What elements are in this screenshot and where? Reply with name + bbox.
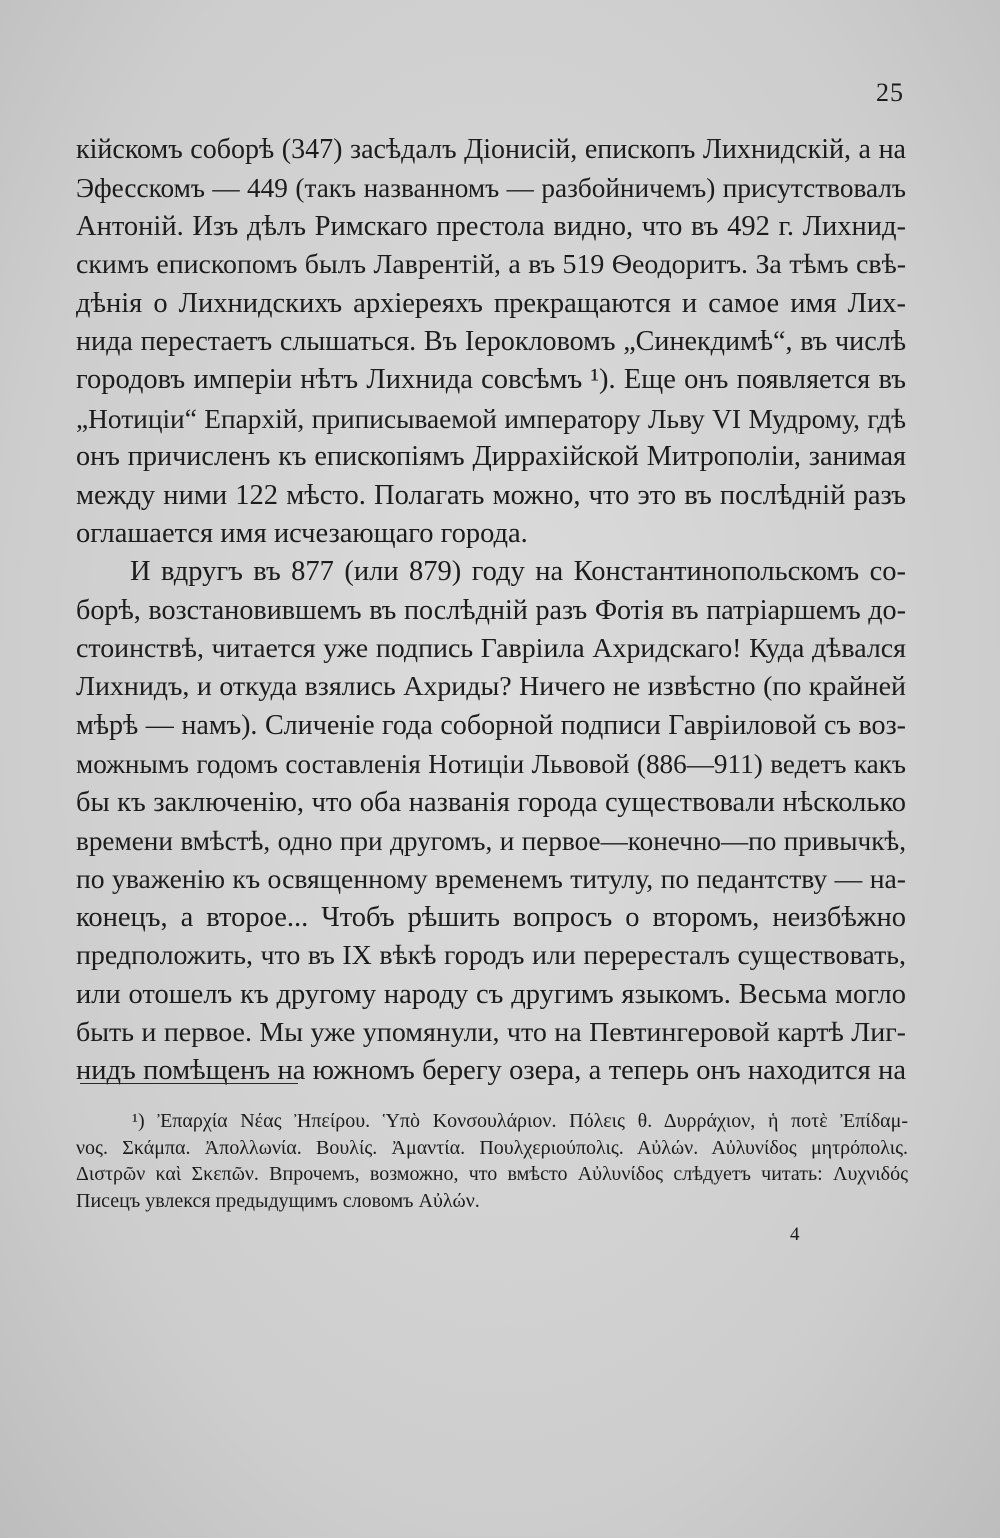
page-number: 25 [876,78,904,107]
text-line: предположить, что въ IX вѣкѣ городъ или перересталъ существовать, [76,940,906,972]
text-line: конецъ, а второе... Чтобъ рѣшить вопросъ о второмъ, неизбѣжно [76,901,906,933]
footnote-line: Писецъ увлекся предыдущимъ словомъ Αὐλών. [76,1189,480,1212]
text-line: „Нотиціи“ Епархій, приписываемой императору Льву VI Мудрому, гдѣ [76,403,906,434]
text-line: кійскомъ соборѣ (347) засѣдалъ Діонисій, епископъ Лихнидскій, а на [76,134,906,165]
footnote-line: νος. Σκάμπα. Ἀπολλωνία. Βουλίς. Ἀμαντία. Πουλχεριούπολις. Αὐλών. Αὐλυνίδος μητρόπολις. [76,1136,908,1159]
text-line: Эфесскомъ — 449 (такъ названномъ — разбойничемъ) присутствовалъ [76,173,906,204]
text-line: времени вмѣстѣ, одно при другомъ, и первое—конечно—по привычкѣ, [76,826,906,857]
paragraph-end-line: оглашается имя исчезающаго города. [76,517,528,549]
text-line: или отошелъ къ другому народу съ другимъ языкомъ. Весьма могло [76,978,906,1010]
footnote [76,1108,908,1214]
signature-mark: 4 [790,1224,800,1245]
text-line: можнымъ годомъ составленія Нотиціи Львовой (886—911) ведетъ какъ [76,749,906,780]
text-line: по уваженію къ освященному временемъ титулу, по педантству — на- [76,863,906,895]
text-line: нидъ помѣщенъ на южномъ берегу озера, а теперь онъ находится на [76,1055,906,1087]
text-line: бы къ заключенію, что оба названія города существовали нѣсколько [76,786,906,818]
text-line: стоинствѣ, читается уже подпись Гавріила Ахридскаго! Куда дѣвался [76,633,906,665]
footnote-line: ¹) Ἐπαρχία Νέας Ἠπείρου. Ὑπὸ Κονσουλάριον. Πόλεις θ. Δυρράχιον, ἡ ποτὲ Ἐπίδαμ- [132,1110,908,1132]
text-line: быть и первое. Мы уже упомянули, что на Певтингеровой картѣ Лиг- [76,1016,906,1048]
paragraph-start-line: И вдругъ въ 877 (или 879) году на Константинопольскомъ со- [130,556,906,588]
text-line: борѣ, возстановившемъ въ послѣдній разъ Фотія въ патріаршемъ до- [76,594,906,626]
text-line: дѣнія о Лихнидскихъ архіереяхъ прекращаются и самое имя Лих- [76,287,906,319]
footnote-divider [80,1083,298,1084]
text-line: скимъ епископомъ былъ Лаврентій, а въ 519 Ѳеодоритъ. За тѣмъ свѣ- [76,249,906,281]
main-text [76,131,906,1091]
text-line: между ними 122 мѣсто. Полагать можно, что это въ послѣдній разъ [76,479,906,511]
text-line: Лихнидъ, и откуда взялись Ахриды? Ничего не извѣстно (по крайней [76,671,906,703]
text-line: Антоній. Изъ дѣлъ Римскаго престола видно, что въ 492 г. Лихнид- [76,210,906,242]
text-line: городовъ имперіи нѣтъ Лихнида совсѣмъ ¹). Еще онъ появляется въ [76,364,906,396]
text-line: онъ причисленъ къ епископіямъ Диррахійской Митрополіи, занимая [76,441,906,473]
text-line: мѣрѣ — намъ). Сличеніе года соборной подписи Гавріиловой съ воз- [76,709,906,741]
footnote-line: Διστρῶν καὶ Σκεπῶν. Впрочемъ, возможно, что вмѣсто Αὐλυνίδος слѣдуетъ читать: Λυχνιδός [76,1163,908,1185]
text-line: нида перестаетъ слышаться. Въ Іерокловомъ „Синекдимѣ“, въ числѣ [76,325,906,357]
